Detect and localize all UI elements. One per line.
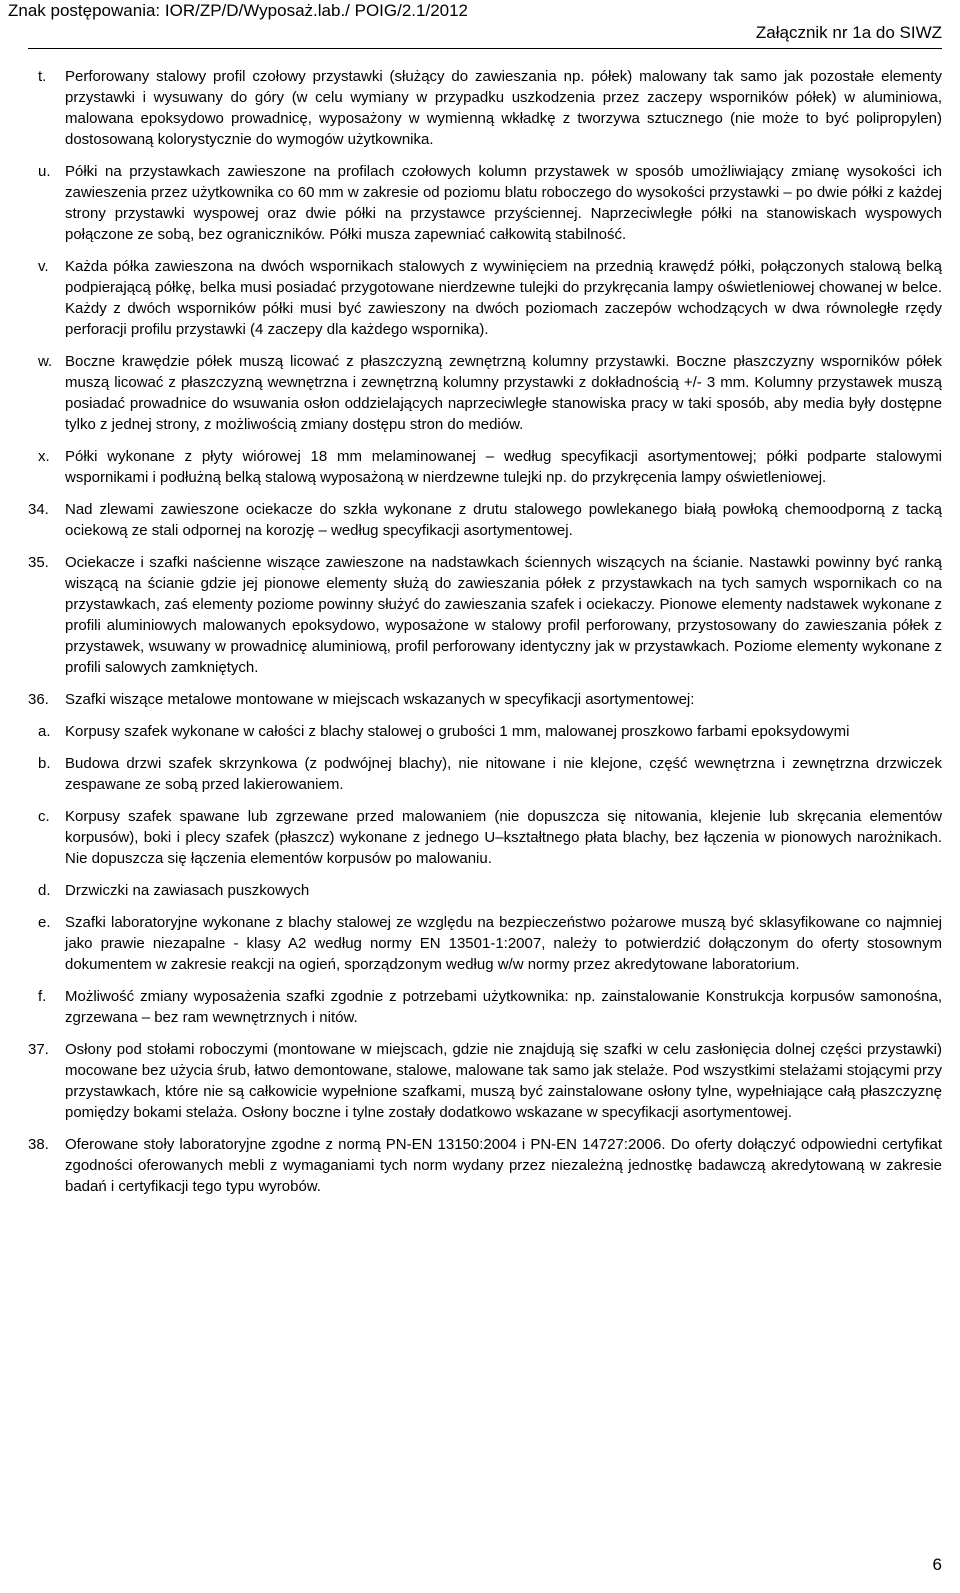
item-text: Drzwiczki na zawiasach puszkowych — [65, 882, 310, 899]
item-text: Boczne krawędzie półek muszą licować z płaszczyzną zewnętrzną kolumny przystawki. Boczne płaszczyzny wsporników półek muszą licować z płaszczyzną wewnętrzna i zewnętrzną kolumny przystawki z dokładnością +/- 3 mm. Kolumny przystawek muszą posiadać prowadnice do wsuwania osłon oddzielających naprzeciwległe stanowiska pracy w taki sposób, aby media były dostępne tylko z jednej strony, z możliwością zmiany dostępu stron do mediów. — [65, 353, 942, 433]
item-label: b. — [38, 755, 51, 772]
list-item-u — [28, 161, 942, 245]
list-item-35 — [28, 552, 942, 678]
list-item-f — [28, 986, 942, 1028]
attachment-label: Załącznik nr 1a do SIWZ — [755, 23, 942, 42]
list-item-v — [28, 256, 942, 340]
list-item-38 — [28, 1134, 942, 1197]
item-number: 36. — [28, 691, 49, 708]
item-label: t. — [38, 68, 47, 85]
item-label: u. — [38, 163, 51, 180]
list-item-t — [28, 66, 942, 150]
item-text: Oferowane stoły laboratoryjne zgodne z normą PN-EN 13150:2004 i PN-EN 14727:2006. Do oferty dołączyć odpowiedni certyfikat zgodności oferowanych mebli z wymaganiami tych norm wydany przez niezależną jednostkę badawczą akredytowaną w zakresie badań i certyfikacji tego typu wyrobów. — [65, 1136, 942, 1195]
document-body — [28, 66, 942, 1208]
item-text: Perforowany stalowy profil czołowy przystawki (służący do zawieszania np. półek) malowany tak samo jak pozostałe elementy przystawki i wysuwany do góry (w celu wymiany w przypadku uszkodzenia przez zaczepy wsporników półek) w aluminiowa, malowana epoksydowo prowadnicę, wyposażony w wymienną wkładkę z tworzywa sztucznego (nie może to być polipropylen) dostosowaną kolorystycznie do wymogów użytkownika. — [65, 68, 942, 148]
page-number: 6 — [932, 1555, 942, 1574]
item-text: Nad zlewami zawieszone ociekacze do szkła wykonane z drutu stalowego powlekanego białą powłoką chemoodporną z tacką ociekową ze stali odpornej na korozję – według specyfikacji asortymentowej. — [65, 501, 942, 539]
item-text: Półki na przystawkach zawieszone na profilach czołowych kolumn przystawek w sposób umożliwiający zmianę wysokości ich zawieszenia przez użytkownika co 60 mm w zakresie od poziomu blatu roboczego do wysokości przystawki – po dwie półki z każdej strony przystawki wyspowej oraz dwie półki na przystawce przyściennej. Naprzeciwległe półki na stanowiskach wyspowych połączone ze sobą, bez ograniczników. Półki musza zapewniać całkowitą stabilność. — [65, 163, 942, 243]
list-item-a — [28, 721, 942, 742]
list-item-d — [28, 880, 942, 901]
item-label: w. — [38, 353, 53, 370]
item-text: Ociekacze i szafki naścienne wiszące zawieszone na nadstawkach ściennych wiszących na ścianie. Nastawki powinny być ranką wiszącą na ścianie gdzie jej pionowe elementy służą do zawieszania półek z przystawkach na tych samych wspornikach co na przystawkach, zaś elementy poziome powinny służyć do zawieszania szafek i ociekaczy. Pionowe elementy nadstawek wykonane z profili aluminiowych malowanych epoksydowo, wyposażone w stalowy profil perforowany, przystosowany do zawieszania półek z przystawek, wsuwany w prowadnicę aluminiową, profil perforowany identyczny jak w przystawkach. Poziome elementy wykonane z profili salowych zamkniętych. — [65, 554, 942, 676]
item-text: Korpusy szafek wykonane w całości z blachy stalowej o grubości 1 mm, malowanej proszkowo farbami epoksydowymi — [65, 723, 850, 740]
item-label: e. — [38, 914, 51, 931]
list-item-36 — [28, 689, 942, 710]
item-label: v. — [38, 258, 49, 275]
list-item-34 — [28, 499, 942, 541]
item-label: a. — [38, 723, 51, 740]
item-text: Możliwość zmiany wyposażenia szafki zgodnie z potrzebami użytkownika: np. zainstalowanie Konstrukcja korpusów samonośna, zgrzewana – bez ram wewnętrznych i nitów. — [65, 988, 942, 1026]
header-divider — [28, 48, 942, 49]
list-item-c — [28, 806, 942, 869]
item-text: Osłony pod stołami roboczymi (montowane w miejscach, gdzie nie znajdują się szafki w celu zasłonięcia dolnej części przystawki) mocowane bez użycia śrub, łatwo demontowane, stalowe, malowane tak samo jak stelaże. Pod wszystkimi stelażami stojącymi przy przystawkach, które nie są całkowicie wypełnione szafkami, muszą być zainstalowane osłony tylne, wypełniające całą płaszczyznę pomiędzy bokami stelaża. Osłony boczne i tylne zostały dodatkowo wskazane w specyfikacji asortymentowej. — [65, 1041, 942, 1121]
item-number: 35. — [28, 554, 49, 571]
list-item-x — [28, 446, 942, 488]
list-item-37 — [28, 1039, 942, 1123]
item-text: Półki wykonane z płyty wiórowej 18 mm melaminowanej – według specyfikacji asortymentowej; półki podparte stalowymi wspornikami i podłużną belką stalową wyposażoną w nierdzewne tulejki np. do przykręcenia lampy oświetleniowej. — [65, 448, 942, 486]
item-number: 34. — [28, 501, 49, 518]
item-text: Budowa drzwi szafek skrzynkowa (z podwójnej blachy), nie nitowane i nie klejone, część wewnętrzna i zewnętrzna drzwiczek zespawane ze sobą przed lakierowaniem. — [65, 755, 942, 793]
item-text: Każda półka zawieszona na dwóch wspornikach stalowych z wywinięciem na przednią krawędź półki, połączonych stalową belką podpierającą półkę, belka musi posiadać przygotowane nierdzewne tulejki do przykręcania lampy oświetleniowej chowanej w belce. Każdy z dwóch wsporników półki musi być zawieszony na dwóch poziomach zaczepów wchodzących w dwa równoległe rzędy perforacji profilu przystawki (4 zaczepy dla każdego wspornika). — [65, 258, 942, 338]
item-number: 37. — [28, 1041, 49, 1058]
item-number: 38. — [28, 1136, 49, 1153]
item-text: Korpusy szafek spawane lub zgrzewane przed malowaniem (nie dopuszcza się nitowania, klejenie lub skręcania elementów korpusów), boki i plecy szafek (płaszcz) wykonane z jednego U–kształtnego płata blachy, bez łączenia w pionowych narożnikach. Nie dopuszcza się łączenia elementów korpusów po malowaniu. — [65, 808, 942, 867]
item-text: Szafki wiszące metalowe montowane w miejscach wskazanych w specyfikacji asortymentowej: — [65, 691, 695, 708]
item-label: d. — [38, 882, 51, 899]
list-item-e — [28, 912, 942, 975]
list-item-b — [28, 753, 942, 795]
list-item-w — [28, 351, 942, 435]
item-label: x. — [38, 448, 50, 465]
procedure-reference: Znak postępowania: IOR/ZP/D/Wyposaż.lab./ POIG/2.1/2012 — [8, 1, 469, 20]
item-text: Szafki laboratoryjne wykonane z blachy stalowej ze względu na bezpieczeństwo pożarowe muszą być sklasyfikowane co najmniej jako prawie niezapalne - klasy A2 według normy EN 13501-1:2007, należy to potwierdzić dołączonym do oferty stosownym dokumentem w zakresie reakcji na ogień, sporządzonym według w/w normy przez akredytowane laboratorium. — [65, 914, 942, 973]
item-label: f. — [38, 988, 47, 1005]
item-label: c. — [38, 808, 50, 825]
page-header — [0, 0, 960, 50]
